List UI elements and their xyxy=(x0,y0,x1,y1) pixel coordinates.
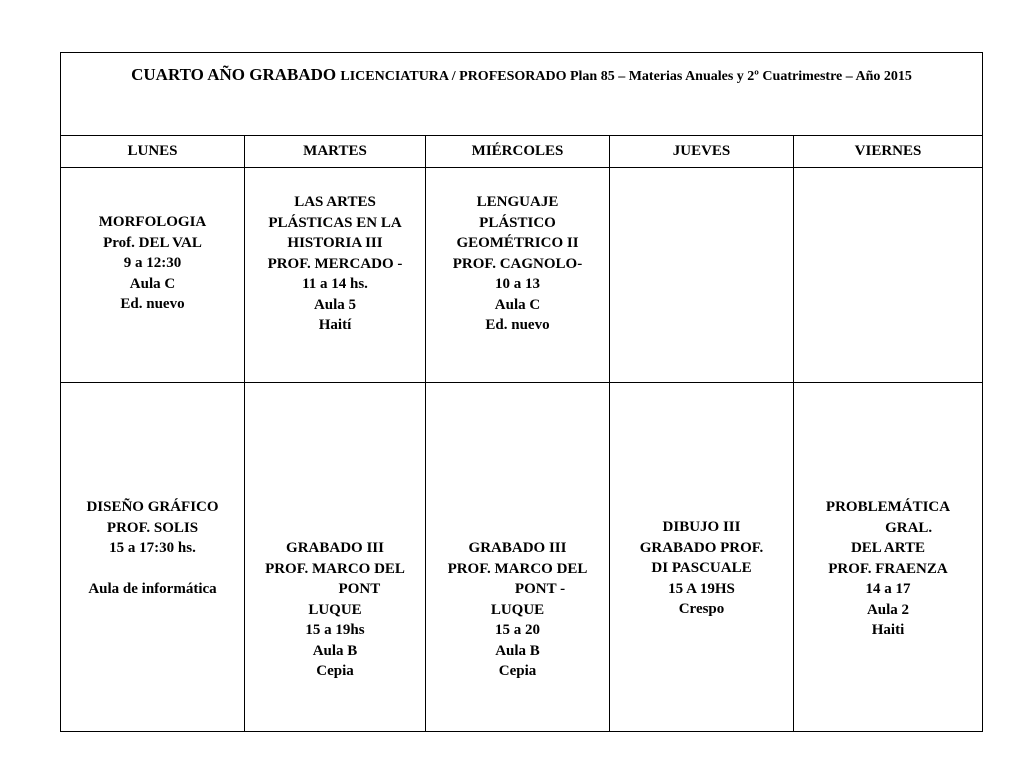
morning-viernes-cell xyxy=(794,168,982,382)
class-line: Haiti xyxy=(871,622,905,638)
class-line: DIBUJO III xyxy=(662,519,741,535)
header-martes: MARTES xyxy=(245,136,426,167)
afternoon-miercoles-cell xyxy=(426,383,610,731)
class-line: 10 a 13 xyxy=(495,276,540,292)
class-line: LENGUAJE xyxy=(476,194,559,210)
class-line: Cepia xyxy=(316,663,354,679)
schedule-title xyxy=(61,53,982,136)
class-line: PONT xyxy=(289,581,381,597)
class-line: Aula B xyxy=(312,642,358,659)
class-line: Ed. nuevo xyxy=(485,317,550,333)
class-line-blank xyxy=(61,559,244,580)
class-line: Ed. nuevo xyxy=(120,296,185,312)
class-line: Aula de informática xyxy=(88,581,217,597)
class-line: 15 a 20 xyxy=(495,622,540,638)
class-line: MORFOLOGIA xyxy=(98,214,207,230)
class-line: Aula B xyxy=(495,642,540,659)
class-line: DI PASCUALE xyxy=(651,560,752,576)
class-line: 15 a 17:30 hs. xyxy=(109,540,196,556)
class-line: DISEÑO GRÁFICO xyxy=(86,499,219,515)
afternoon-viernes-cell xyxy=(794,383,982,731)
class-line: PONT - xyxy=(469,581,566,597)
class-line: Aula 2 xyxy=(866,601,910,618)
class-line: Aula C xyxy=(129,275,176,292)
class-line: PROF. MARCO DEL xyxy=(265,560,405,577)
class-line: PROBLEMÁTICA xyxy=(825,499,951,515)
class-line: GRABADO III xyxy=(468,540,567,556)
schedule-table xyxy=(60,52,983,732)
class-line: 14 a 17 xyxy=(865,581,911,597)
class-line: 9 a 12:30 xyxy=(123,255,182,271)
header-lunes: LUNES xyxy=(61,136,245,167)
day-header-row xyxy=(61,136,982,168)
class-line: GRAL. xyxy=(843,519,933,536)
morning-jueves-cell xyxy=(610,168,794,382)
class-line: 11 a 14 hs. xyxy=(302,276,368,292)
class-line: Cepia xyxy=(498,663,537,679)
class-line: PROF. MERCADO - xyxy=(267,255,403,272)
class-line: PROF. FRAENZA xyxy=(828,560,948,577)
class-line: LUQUE xyxy=(490,601,545,618)
class-line: LUQUE xyxy=(308,601,362,618)
afternoon-lunes-cell xyxy=(61,383,245,731)
class-line: PLÁSTICO xyxy=(479,214,556,231)
afternoon-row xyxy=(61,383,982,731)
class-line: PROF. CAGNOLO- xyxy=(452,255,583,272)
header-jueves: JUEVES xyxy=(610,136,794,167)
header-miercoles: MIÉRCOLES xyxy=(426,136,610,167)
class-line: GRABADO III xyxy=(286,540,384,556)
class-line: 15 a 19hs xyxy=(305,622,365,638)
class-line: Prof. DEL VAL xyxy=(103,234,202,251)
header-viernes: VIERNES xyxy=(854,143,922,160)
class-line: 15 A 19HS xyxy=(668,580,735,597)
class-line: Haití xyxy=(318,317,352,333)
class-line: Aula C xyxy=(494,296,541,313)
class-line: HISTORIA III xyxy=(287,235,383,251)
afternoon-jueves-cell xyxy=(610,383,794,731)
morning-lunes-cell xyxy=(61,168,245,382)
morning-martes-cell xyxy=(245,168,426,382)
class-line: Aula 5 xyxy=(313,296,357,313)
class-line: GRABADO PROF. xyxy=(639,539,764,556)
class-line: PROF. SOLIS xyxy=(106,519,199,536)
class-line: DEL ARTE xyxy=(850,540,926,556)
afternoon-martes-cell xyxy=(245,383,426,731)
title-subtitle: LICENCIATURA / PROFESORADO Plan 85 – Materias Anuales y 2º Cuatrimestre – Año 2015 xyxy=(340,69,912,84)
class-line: PLÁSTICAS EN LA xyxy=(268,214,402,231)
class-line: Crespo xyxy=(678,601,725,617)
title-main: CUARTO AÑO GRABADO xyxy=(131,65,341,84)
class-line: LAS ARTES xyxy=(294,194,376,210)
class-line: PROF. MARCO DEL xyxy=(447,560,588,577)
morning-miercoles-cell xyxy=(426,168,610,382)
morning-row xyxy=(61,168,982,383)
class-line: GEOMÉTRICO II xyxy=(456,235,579,251)
